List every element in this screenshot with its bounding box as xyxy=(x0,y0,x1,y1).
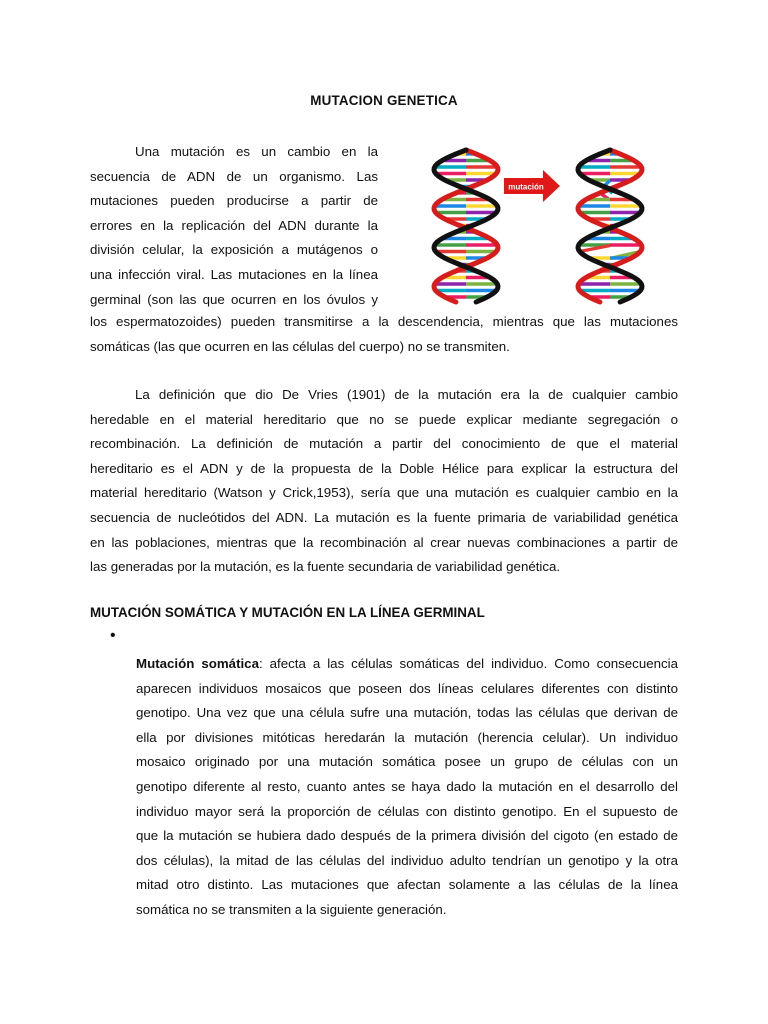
bullet-first-line-rest: : afecta a las células somáticas del individuo. Como consecuencia xyxy=(258,656,678,671)
text-line: genotipo. Una vez que una célula sufre una mutación, todas las células que derivan de xyxy=(136,705,678,721)
text-line: recombinación. La definición de mutación a partir del conocimiento de que el material xyxy=(90,436,678,452)
text-line: somáticas (las que ocurren en las células del cuerpo) no se transmiten. xyxy=(90,338,510,354)
intro-paragraph xyxy=(90,140,378,312)
section-heading: MUTACIÓN SOMÁTICA Y MUTACIÓN EN LA LÍNEA GERMINAL xyxy=(90,605,485,620)
dna-helix-mutated xyxy=(578,150,642,302)
text-line: La definición que dio De Vries (1901) de la mutación era la de cualquier cambio xyxy=(135,387,678,402)
text-line: los espermatozoides) pueden transmitirse a la descendencia, mientras que las mutaciones xyxy=(90,314,678,329)
text-line: errores en la replicación del ADN durante la xyxy=(90,217,378,233)
mutation-arrow xyxy=(504,170,560,202)
text-line: en las poblaciones, mientras que la recombinación al crear nuevas combinaciones a partir de xyxy=(90,534,678,550)
text-line: mitad otro distinto. Las mutaciones que afectan solamente a las células de la línea xyxy=(136,877,678,893)
text-line: material hereditario (Watson y Crick,1953), sería que una mutación es cualquier cambio en la xyxy=(90,485,678,501)
text-line: heredable en el material hereditario que no se puede explicar mediante segregación o xyxy=(90,411,678,427)
text-line: las generadas por la mutación, es la fuente secundaria de variabilidad genética. xyxy=(90,559,561,575)
paragraph-de-vries xyxy=(90,383,678,580)
intro-paragraph-continuation xyxy=(90,310,678,359)
text-line xyxy=(136,652,678,677)
text-line: somática no se transmiten a la siguiente generación. xyxy=(136,901,447,917)
document-title: MUTACION GENETICA xyxy=(310,93,458,108)
text-line: individuo mayor será la proporción de células con distinto genotipo. En el supuesto de xyxy=(136,803,678,819)
dna-helix-original xyxy=(434,150,498,302)
bullet-term: Mutación somática xyxy=(136,656,259,671)
text-line: una infección viral. Las mutaciones en la línea xyxy=(90,266,378,282)
text-line: secuencia de nucleótidos del ADN. La mutación es la fuente primaria de variabilidad genética xyxy=(90,509,678,525)
text-line: dos células), la mitad de las células del individuo adulto tendrían un genotipo y la otra xyxy=(136,852,678,868)
text-line: hereditario es el ADN y de la propuesta de la Doble Hélice para explicar la estructura del xyxy=(90,460,678,476)
dna-mutation-illustration xyxy=(398,146,678,306)
text-line: secuencia de ADN de un organismo. Las xyxy=(90,168,378,184)
text-line: que la mutación se hubiera dado después de la primera división del cigoto (en estado de xyxy=(136,828,678,844)
mutation-arrow-label: mutación xyxy=(508,182,544,192)
bullet-somatic-mutation xyxy=(136,652,678,923)
text-line: mutaciones pueden producirse a partir de xyxy=(90,193,378,209)
text-line: germinal (son las que ocurren en los óvulos y xyxy=(90,291,378,307)
text-line: aparecen individuos mosaicos que poseen dos líneas celulares diferentes con distinto xyxy=(136,680,678,696)
text-line: división celular, la exposición a mutágenos o xyxy=(90,242,378,258)
text-line: mosaico originado por una mutación somática posee un grupo de células con un xyxy=(136,754,678,770)
text-line: Una mutación es un cambio en la xyxy=(135,144,378,159)
dna-mutation-figure xyxy=(398,146,678,306)
bullet-point: • xyxy=(110,627,116,644)
text-line: ella por divisiones mitóticas heredarán la mutación (herencia celular). Un individuo xyxy=(136,729,678,745)
text-line: genotipo diferente al resto, cuanto antes se haya dado la mutación en el desarrollo del xyxy=(136,778,678,794)
